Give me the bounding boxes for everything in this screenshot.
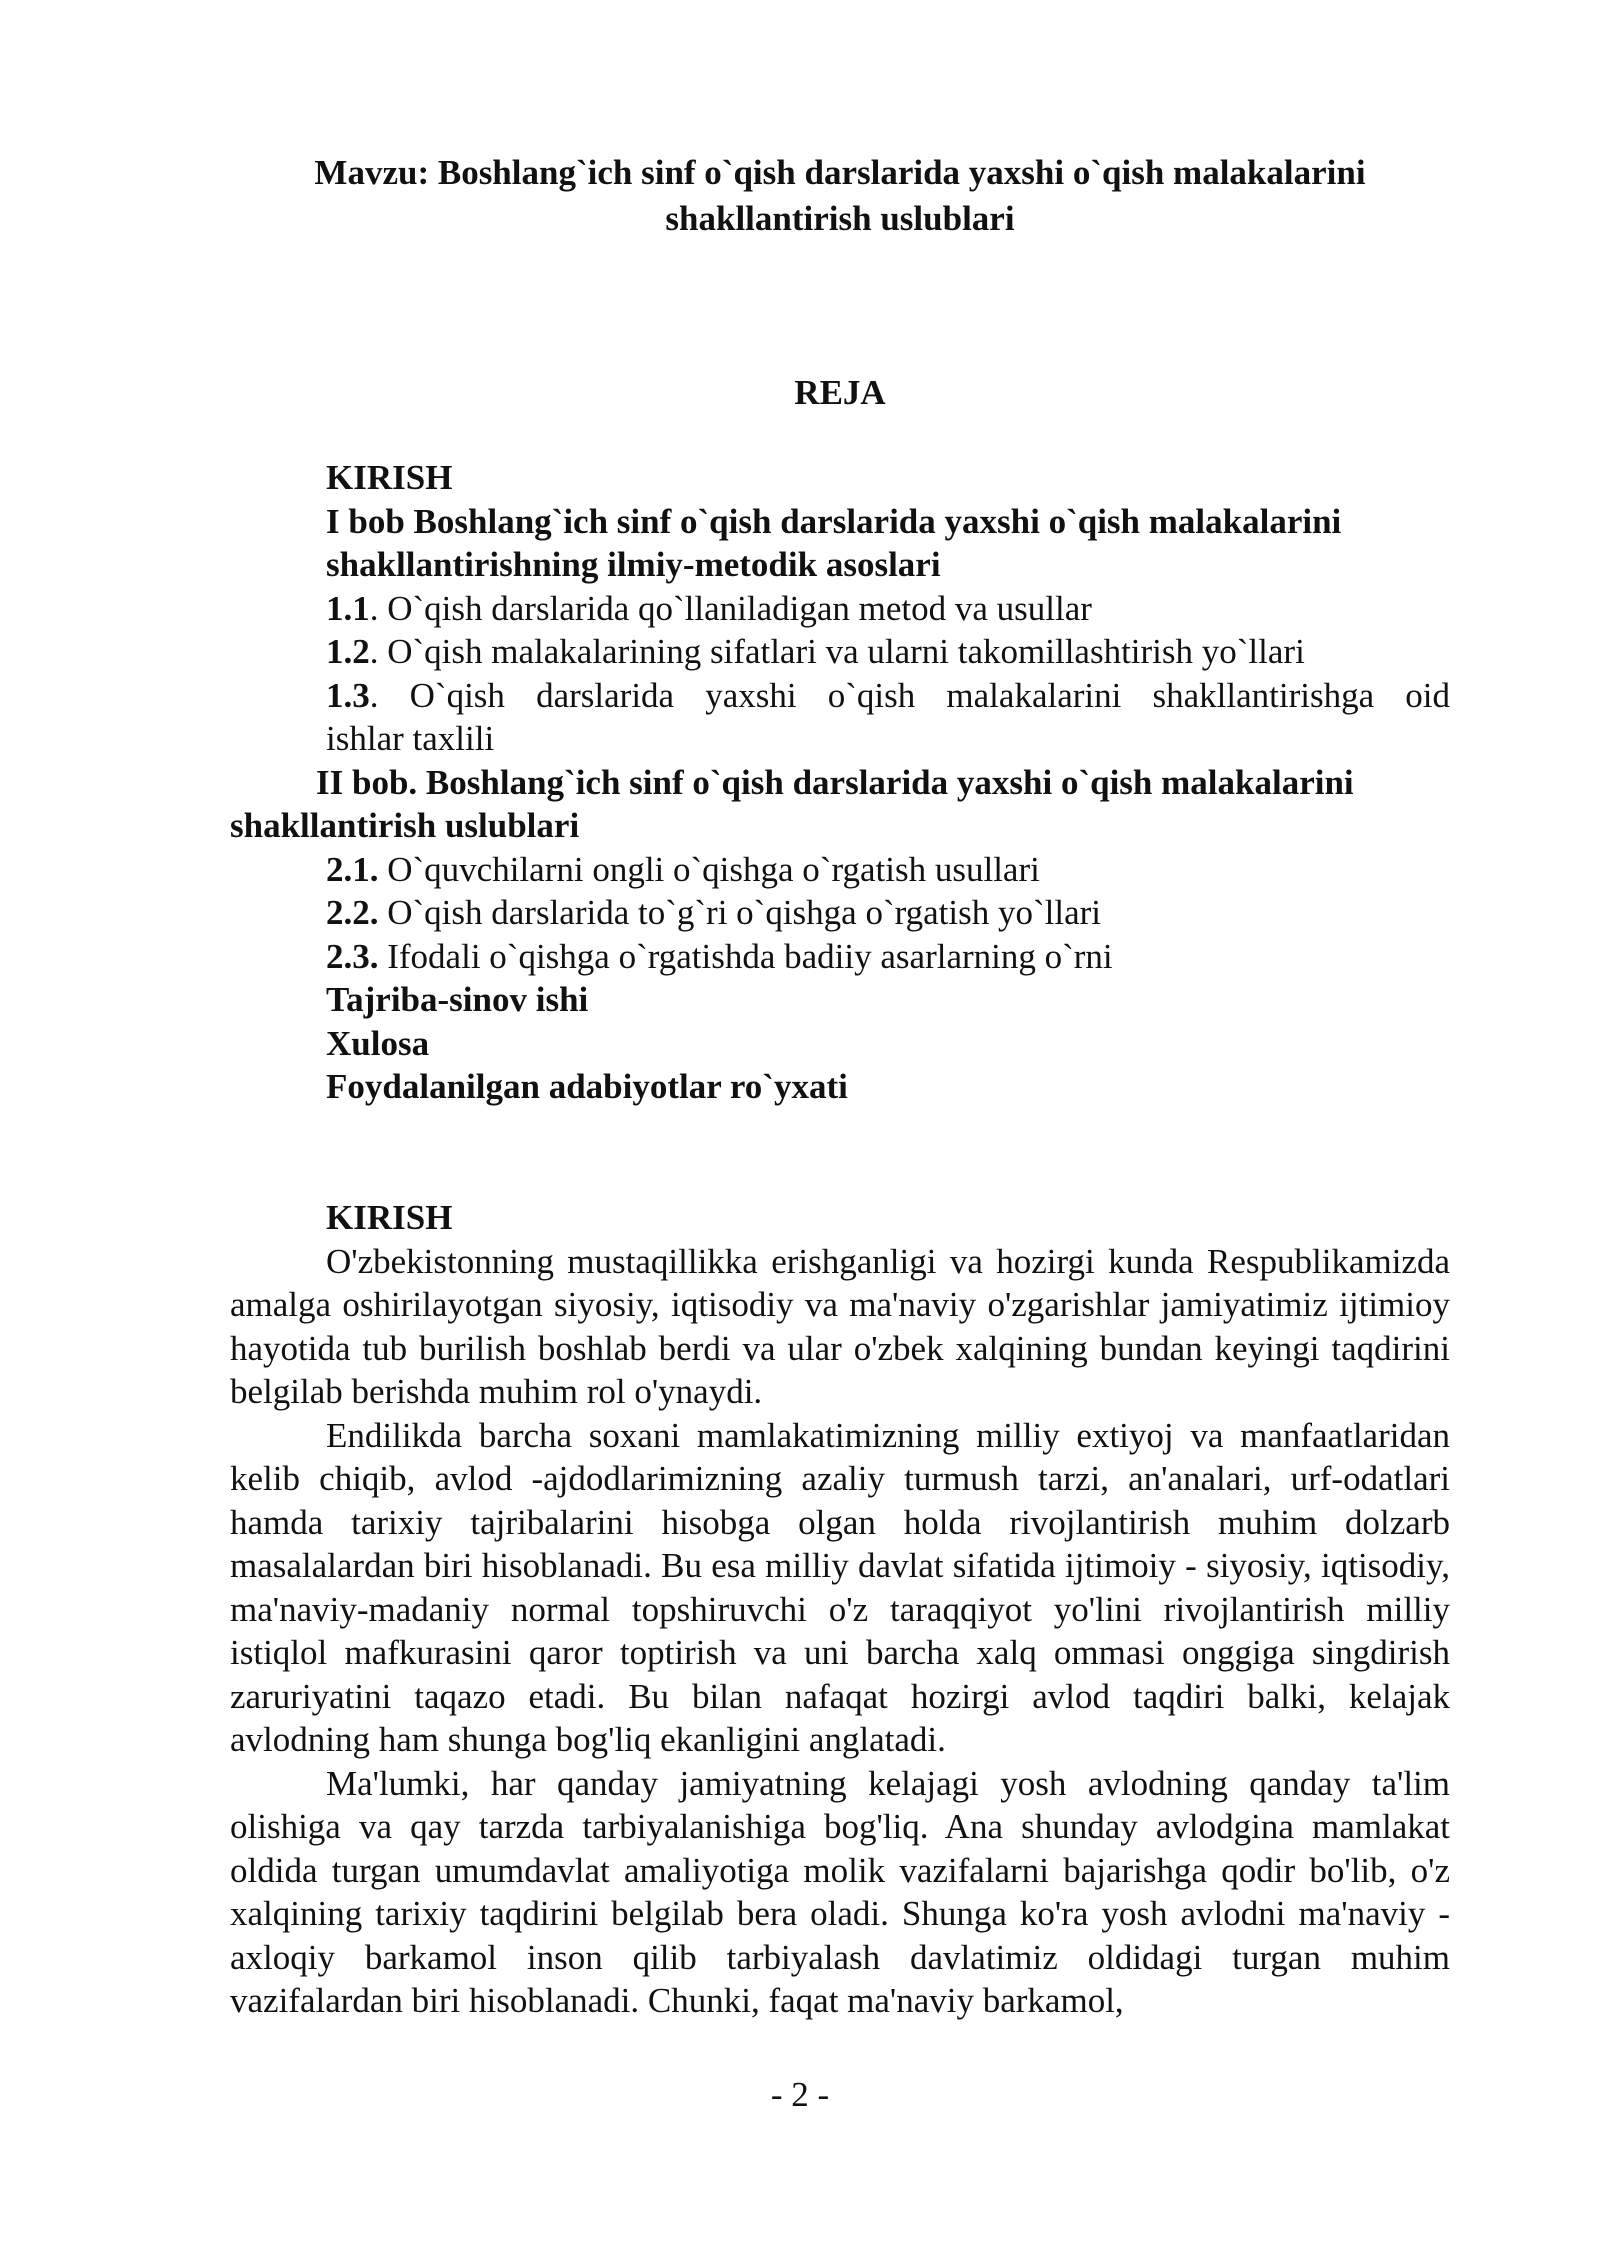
toc-experiment: Tajriba-sinov ishi <box>326 980 589 1019</box>
toc-intro: KIRISH <box>326 458 453 497</box>
toc-item-1-3 <box>230 674 1450 718</box>
toc-references: Foydalanilgan adabiyotlar ro`yxati <box>326 1067 848 1106</box>
table-of-contents <box>230 456 1450 1109</box>
toc-item-text: O`qish darslarida to`g`ri o`qishga o`rgatish yo`llari <box>378 893 1102 932</box>
page-number: - 2 - <box>770 2075 830 2114</box>
section-heading: KIRISH <box>326 1198 453 1237</box>
toc-item-number: 1.2 <box>326 632 370 671</box>
toc-item-2-3 <box>230 935 1450 979</box>
paragraph-1: O'zbekistonning mustaqillikka erishganligi va hozirgi kunda Respublikamizda amalga oshirilayotgan siyosiy, iqtisodiy va ma'naviy o'zgarishlar jamiyatimiz ijtimioy hayotida tub burilish boshlab berdi va ular o'zbek xalqining bundan keyingi taqdirini belgilab berishda muhim rol o'ynaydi. <box>230 1241 1450 1411</box>
title-line-2: shakllantirish uslublari <box>665 199 1015 238</box>
toc-item-1-3-continuation: ishlar taxlili <box>326 719 495 758</box>
intro-section <box>230 1196 1450 2023</box>
toc-item-2-2 <box>230 891 1450 935</box>
toc-item-number: 1.1 <box>326 588 370 628</box>
toc-chapter-2-line-1: II bob. Boshlang`ich sinf o`qish darslarida yaxshi o`qish malakalarini <box>316 762 1354 802</box>
toc-item-text: Ifodali o`qishga o`rgatishda badiiy asarlarning o`rni <box>378 936 1113 976</box>
toc-item-text: . O`qish darslarida yaxshi o`qish malakalarini shakllantirishga oid <box>369 675 1450 715</box>
toc-item-number: 2.3. <box>326 936 379 976</box>
toc-chapter-2-line-2: shakllantirish uslublari <box>230 806 580 845</box>
toc-item-number: 1.3 <box>326 675 370 715</box>
toc-item-text: . O`qish darslarida qo`llaniladigan metod va usullar <box>369 588 1092 628</box>
paragraph-3: Ma'lumki, har qanday jamiyatning kelajagi yosh avlodning qanday ta'lim olishiga va qay tarzda tarbiyalanishiga bog'liq. Ana shunday avlodgina mamlakat oldida turgan umumdavlat amaliyotiga molik vazifalarni bajarishga qodir bo'lib, o'z xalqining tarixiy taqdirini belgilab bera oladi. Shunga ko'ra yosh avlodni ma'naviy - axloqiy barkamol inson qilib tarbiyalash davlatimiz oldidagi turgan muhim vazifalardan biri hisoblanadi. Chunki, faqat ma'naviy barkamol, <box>230 1763 1450 2020</box>
document-title <box>230 150 1450 242</box>
plan-heading: REJA <box>794 373 886 412</box>
toc-item-text: O`quvchilarni ongli o`qishga o`rgatish usullari <box>378 849 1040 889</box>
toc-item-text: . O`qish malakalarining sifatlari va ularni takomillashtirish yo`llari <box>369 632 1305 671</box>
toc-item-number: 2.2. <box>326 893 379 932</box>
toc-item-2-1 <box>230 848 1450 892</box>
toc-conclusion: Xulosa <box>326 1023 430 1063</box>
title-line-1: Mavzu: Boshlang`ich sinf o`qish darslarida yaxshi o`qish malakalarini <box>314 153 1366 192</box>
toc-item-1-2 <box>230 630 1450 674</box>
paragraph-2: Endilikda barcha soxani mamlakatimizning milliy extiyoj va manfaatlaridan kelib chiqib, avlod -ajdodlarimizning azaliy turmush tarzi, an'analari, urf-odatlari hamda tarixiy tajribalarini hisobga olgan holda rivojlantirish muhim dolzarb masalalardan biri hisoblanadi. Bu esa milliy davlat sifatida ijtimoiy - siyosiy, iqtisodiy, ma'naviy-madaniy normal topshiruvchi o'z taraqqiyot yo'lini rivojlantirish milliy istiqlol mafkurasini qaror toptirish va uni barcha xalq ommasi onggiga singdirish zaruriyatini taqazo etadi. Bu bilan nafaqat hozirgi avlod taqdiri balki, kelajak avlodning ham shunga bog'liq ekanligini anglatadi. <box>230 1415 1450 1759</box>
toc-item-1-1 <box>230 587 1450 631</box>
toc-chapter-1-line-1: I bob Boshlang`ich sinf o`qish darslarida yaxshi o`qish malakalarini <box>326 501 1342 541</box>
toc-item-number: 2.1. <box>326 849 379 889</box>
toc-chapter-1-line-2: shakllantirishning ilmiy-metodik asoslari <box>326 545 941 584</box>
